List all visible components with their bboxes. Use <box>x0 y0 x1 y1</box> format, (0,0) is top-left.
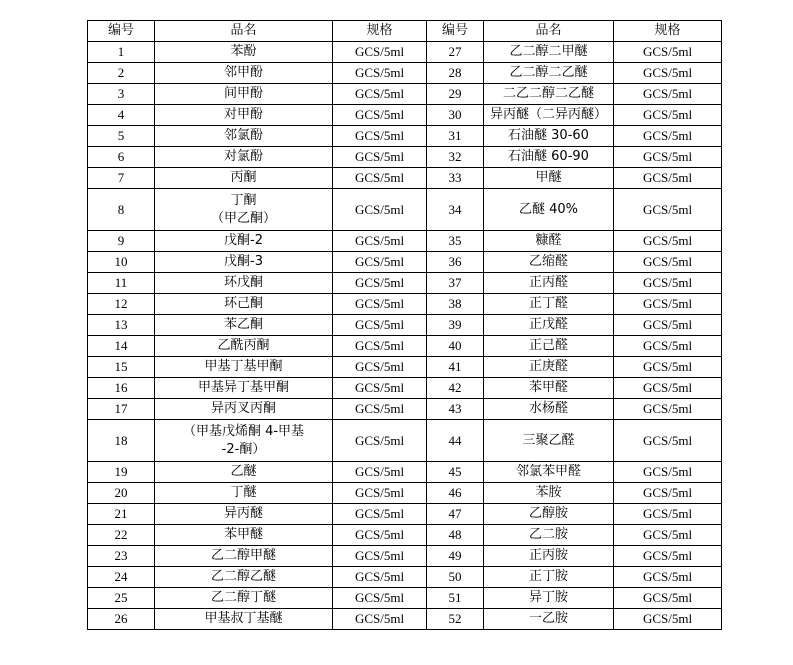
item-name: 邻甲酚 <box>155 63 333 84</box>
item-name: 正丁胺 <box>484 567 614 588</box>
header-product-name: 品名 <box>155 21 333 42</box>
item-name: 苯胺 <box>484 483 614 504</box>
item-number: 23 <box>88 546 155 567</box>
item-number: 39 <box>427 315 484 336</box>
header-specification: 规格 <box>333 21 427 42</box>
table-row <box>88 567 722 588</box>
table-row <box>88 546 722 567</box>
item-specification: GCS/5ml <box>333 420 427 462</box>
item-specification: GCS/5ml <box>333 273 427 294</box>
item-specification: GCS/5ml <box>333 357 427 378</box>
item-name: 对甲酚 <box>155 105 333 126</box>
item-number: 49 <box>427 546 484 567</box>
item-name: 正庚醛 <box>484 357 614 378</box>
item-specification: GCS/5ml <box>614 105 722 126</box>
item-number: 10 <box>88 252 155 273</box>
item-name: 异丙醚（二异丙醚） <box>484 105 614 126</box>
item-name: 戊酮-2 <box>155 231 333 252</box>
item-specification: GCS/5ml <box>614 294 722 315</box>
item-specification: GCS/5ml <box>333 378 427 399</box>
table-row <box>88 63 722 84</box>
item-specification: GCS/5ml <box>614 126 722 147</box>
item-name: 一乙胺 <box>484 609 614 630</box>
header-number: 编号 <box>88 21 155 42</box>
item-specification: GCS/5ml <box>333 567 427 588</box>
item-name: 环戊酮 <box>155 273 333 294</box>
item-number: 37 <box>427 273 484 294</box>
item-number: 51 <box>427 588 484 609</box>
item-specification: GCS/5ml <box>333 231 427 252</box>
item-specification: GCS/5ml <box>614 546 722 567</box>
item-specification: GCS/5ml <box>333 546 427 567</box>
item-number: 21 <box>88 504 155 525</box>
item-name: 异丙醚 <box>155 504 333 525</box>
item-name: 糠醛 <box>484 231 614 252</box>
item-number: 2 <box>88 63 155 84</box>
item-name: 乙二醇乙醚 <box>155 567 333 588</box>
item-number: 6 <box>88 147 155 168</box>
table-row <box>88 588 722 609</box>
item-number: 9 <box>88 231 155 252</box>
item-specification: GCS/5ml <box>333 105 427 126</box>
item-number: 43 <box>427 399 484 420</box>
table-row <box>88 231 722 252</box>
item-number: 27 <box>427 42 484 63</box>
item-name: 间甲酚 <box>155 84 333 105</box>
item-specification: GCS/5ml <box>614 63 722 84</box>
item-name: 乙醚 <box>155 462 333 483</box>
item-specification: GCS/5ml <box>333 336 427 357</box>
item-number: 44 <box>427 420 484 462</box>
item-specification: GCS/5ml <box>614 42 722 63</box>
item-name-line-2: （甲乙酮） <box>210 210 276 226</box>
item-name: 异丙叉丙酮 <box>155 399 333 420</box>
table-row <box>88 189 722 231</box>
item-name: 对氯酚 <box>155 147 333 168</box>
item-specification: GCS/5ml <box>614 588 722 609</box>
item-name: 水杨醛 <box>484 399 614 420</box>
item-number: 47 <box>427 504 484 525</box>
item-name: 乙醇胺 <box>484 504 614 525</box>
item-specification: GCS/5ml <box>333 189 427 231</box>
item-number: 34 <box>427 189 484 231</box>
item-number: 19 <box>88 462 155 483</box>
item-name: 二乙二醇二乙醚 <box>484 84 614 105</box>
table-row <box>88 504 722 525</box>
item-specification: GCS/5ml <box>614 399 722 420</box>
item-number: 45 <box>427 462 484 483</box>
item-specification: GCS/5ml <box>333 462 427 483</box>
header-number-2: 编号 <box>427 21 484 42</box>
item-number: 4 <box>88 105 155 126</box>
item-name: 邻氯酚 <box>155 126 333 147</box>
table-row <box>88 126 722 147</box>
item-specification: GCS/5ml <box>614 462 722 483</box>
item-name <box>155 420 333 462</box>
item-name: 正己醛 <box>484 336 614 357</box>
item-number: 20 <box>88 483 155 504</box>
header-product-name-2: 品名 <box>484 21 614 42</box>
item-number: 26 <box>88 609 155 630</box>
item-specification: GCS/5ml <box>333 294 427 315</box>
item-name: 戊酮-3 <box>155 252 333 273</box>
table-row <box>88 105 722 126</box>
table-row <box>88 315 722 336</box>
item-specification: GCS/5ml <box>333 483 427 504</box>
item-number: 41 <box>427 357 484 378</box>
item-number: 14 <box>88 336 155 357</box>
item-name: 苯甲醛 <box>484 378 614 399</box>
item-name: 正丙胺 <box>484 546 614 567</box>
item-number: 52 <box>427 609 484 630</box>
item-name: 石油醚 30-60 <box>484 126 614 147</box>
item-number: 3 <box>88 84 155 105</box>
item-specification: GCS/5ml <box>333 147 427 168</box>
table-row <box>88 525 722 546</box>
table-row <box>88 336 722 357</box>
item-specification: GCS/5ml <box>614 168 722 189</box>
item-name: 乙缩醛 <box>484 252 614 273</box>
item-specification: GCS/5ml <box>333 126 427 147</box>
table-row <box>88 42 722 63</box>
item-specification: GCS/5ml <box>333 42 427 63</box>
item-specification: GCS/5ml <box>333 588 427 609</box>
item-specification: GCS/5ml <box>614 378 722 399</box>
item-number: 13 <box>88 315 155 336</box>
item-specification: GCS/5ml <box>614 315 722 336</box>
item-number: 38 <box>427 294 484 315</box>
header-specification-2: 规格 <box>614 21 722 42</box>
item-specification: GCS/5ml <box>614 504 722 525</box>
item-number: 17 <box>88 399 155 420</box>
item-name: 乙二醇甲醚 <box>155 546 333 567</box>
table-header-row <box>88 21 722 42</box>
item-name: 乙醚 40% <box>484 189 614 231</box>
item-number: 11 <box>88 273 155 294</box>
item-number: 15 <box>88 357 155 378</box>
table-row <box>88 252 722 273</box>
item-name: 乙二醇二乙醚 <box>484 63 614 84</box>
item-name: 环己酮 <box>155 294 333 315</box>
item-specification: GCS/5ml <box>614 609 722 630</box>
item-name: 邻氯苯甲醛 <box>484 462 614 483</box>
table-row <box>88 609 722 630</box>
item-specification: GCS/5ml <box>333 609 427 630</box>
item-specification: GCS/5ml <box>333 504 427 525</box>
item-number: 28 <box>427 63 484 84</box>
item-name: 丁醚 <box>155 483 333 504</box>
table-body <box>88 42 722 630</box>
item-name: 乙二醇丁醚 <box>155 588 333 609</box>
table-row <box>88 378 722 399</box>
item-number: 8 <box>88 189 155 231</box>
item-name: 乙二醇二甲醚 <box>484 42 614 63</box>
item-specification: GCS/5ml <box>614 231 722 252</box>
item-specification: GCS/5ml <box>614 567 722 588</box>
item-number: 29 <box>427 84 484 105</box>
table-row <box>88 294 722 315</box>
item-name: 正丁醛 <box>484 294 614 315</box>
table-row <box>88 147 722 168</box>
item-number: 7 <box>88 168 155 189</box>
item-name: 乙酰丙酮 <box>155 336 333 357</box>
item-name-line-1: 丁酮 <box>230 192 257 208</box>
table-row <box>88 357 722 378</box>
item-specification: GCS/5ml <box>614 420 722 462</box>
item-specification: GCS/5ml <box>614 525 722 546</box>
item-specification: GCS/5ml <box>614 252 722 273</box>
item-specification: GCS/5ml <box>333 399 427 420</box>
table-row <box>88 168 722 189</box>
item-specification: GCS/5ml <box>614 84 722 105</box>
table-row <box>88 399 722 420</box>
item-name: 苯甲醚 <box>155 525 333 546</box>
item-specification: GCS/5ml <box>614 336 722 357</box>
item-number: 32 <box>427 147 484 168</box>
item-number: 50 <box>427 567 484 588</box>
item-specification: GCS/5ml <box>333 525 427 546</box>
table-row <box>88 84 722 105</box>
item-name <box>155 189 333 231</box>
item-name: 甲基丁基甲酮 <box>155 357 333 378</box>
item-specification: GCS/5ml <box>333 168 427 189</box>
item-name: 正戊醛 <box>484 315 614 336</box>
item-name: 甲醚 <box>484 168 614 189</box>
item-specification: GCS/5ml <box>614 357 722 378</box>
item-number: 1 <box>88 42 155 63</box>
item-name: 苯乙酮 <box>155 315 333 336</box>
table-row <box>88 483 722 504</box>
item-name: 石油醚 60-90 <box>484 147 614 168</box>
item-specification: GCS/5ml <box>333 252 427 273</box>
item-number: 31 <box>427 126 484 147</box>
item-name: 苯酚 <box>155 42 333 63</box>
item-number: 22 <box>88 525 155 546</box>
item-number: 5 <box>88 126 155 147</box>
item-specification: GCS/5ml <box>614 147 722 168</box>
item-number: 48 <box>427 525 484 546</box>
item-number: 46 <box>427 483 484 504</box>
item-specification: GCS/5ml <box>614 483 722 504</box>
item-number: 40 <box>427 336 484 357</box>
item-name: 乙二胺 <box>484 525 614 546</box>
table-row <box>88 462 722 483</box>
item-name: 异丁胺 <box>484 588 614 609</box>
item-number: 12 <box>88 294 155 315</box>
item-number: 42 <box>427 378 484 399</box>
item-number: 30 <box>427 105 484 126</box>
item-number: 25 <box>88 588 155 609</box>
item-name-line-1: （甲基戊烯酮 4-甲基 <box>182 423 305 439</box>
item-specification: GCS/5ml <box>614 273 722 294</box>
item-name: 甲基叔丁基醚 <box>155 609 333 630</box>
item-specification: GCS/5ml <box>614 189 722 231</box>
item-number: 33 <box>427 168 484 189</box>
item-name: 甲基异丁基甲酮 <box>155 378 333 399</box>
table-row <box>88 273 722 294</box>
item-name: 三聚乙醛 <box>484 420 614 462</box>
item-specification: GCS/5ml <box>333 84 427 105</box>
product-spec-table <box>87 20 722 630</box>
item-number: 35 <box>427 231 484 252</box>
document-page <box>87 20 722 630</box>
item-specification: GCS/5ml <box>333 315 427 336</box>
item-name: 丙酮 <box>155 168 333 189</box>
item-number: 36 <box>427 252 484 273</box>
item-number: 24 <box>88 567 155 588</box>
table-row <box>88 420 722 462</box>
item-name: 正丙醛 <box>484 273 614 294</box>
item-number: 16 <box>88 378 155 399</box>
item-specification: GCS/5ml <box>333 63 427 84</box>
item-number: 18 <box>88 420 155 462</box>
item-name-line-2: -2-酮） <box>221 441 266 457</box>
